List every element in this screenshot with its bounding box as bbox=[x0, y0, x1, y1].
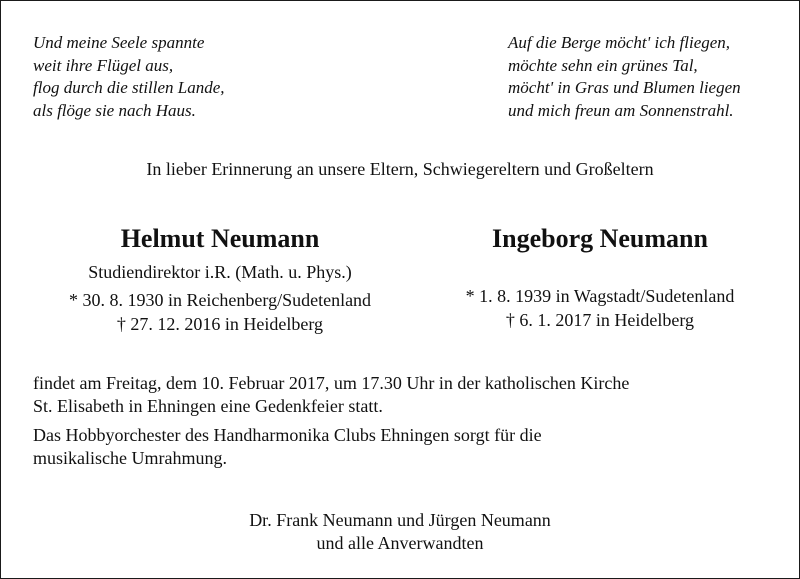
person-title: Studiendirektor i.R. (Math. u. Phys.) bbox=[88, 262, 352, 282]
poem-line: als flöge sie nach Haus. bbox=[33, 100, 196, 120]
signature-line: Dr. Frank Neumann und Jürgen Neumann bbox=[249, 510, 551, 530]
poem-right bbox=[508, 32, 741, 122]
death-date: † 27. 12. 2016 in Heidelberg bbox=[116, 314, 324, 334]
text-line: St. Elisabeth in Ehningen eine Gedenkfeier statt. bbox=[33, 396, 383, 416]
ceremony-announcement bbox=[33, 372, 773, 418]
poem-line: weit ihre Flügel aus, bbox=[33, 55, 174, 75]
text-line: musikalische Umrahmung. bbox=[33, 448, 227, 468]
person-dates bbox=[390, 284, 800, 332]
poem-line: Auf die Berge möcht' ich fliegen, bbox=[508, 33, 731, 52]
poem-line: möchte sehn ein grünes Tal, bbox=[508, 55, 698, 75]
death-date: † 6. 1. 2017 in Heidelberg bbox=[505, 310, 695, 330]
signature-line: und alle Anverwandten bbox=[316, 533, 484, 553]
birth-date: * 1. 8. 1939 in Wagstadt/Sudetenland bbox=[465, 286, 735, 306]
person-name: Ingeborg Neumann bbox=[492, 224, 708, 253]
birth-date: * 30. 8. 1930 in Reichenberg/Sudetenland bbox=[68, 290, 372, 310]
memorial-intro: In lieber Erinnerung an unsere Eltern, Schwiegereltern und Großeltern bbox=[146, 159, 654, 179]
poem-line: möcht' in Gras und Blumen liegen bbox=[508, 78, 741, 97]
poem-line: flog durch die stillen Lande, bbox=[33, 78, 225, 97]
text-line: Das Hobbyorchester des Handharmonika Clubs Ehningen sorgt für die bbox=[33, 425, 542, 445]
person-ingeborg bbox=[390, 223, 800, 332]
poem-line: und mich freun am Sonnenstrahl. bbox=[508, 100, 734, 120]
poem-line: Und meine Seele spannte bbox=[33, 33, 205, 52]
poem-left bbox=[33, 32, 225, 122]
text-line: findet am Freitag, dem 10. Februar 2017, um 17.30 Uhr in der katholischen Kirche bbox=[33, 373, 630, 393]
signature bbox=[0, 509, 800, 555]
person-dates bbox=[10, 288, 430, 336]
music-note bbox=[33, 424, 773, 470]
person-name: Helmut Neumann bbox=[120, 224, 320, 253]
person-helmut bbox=[10, 223, 430, 336]
